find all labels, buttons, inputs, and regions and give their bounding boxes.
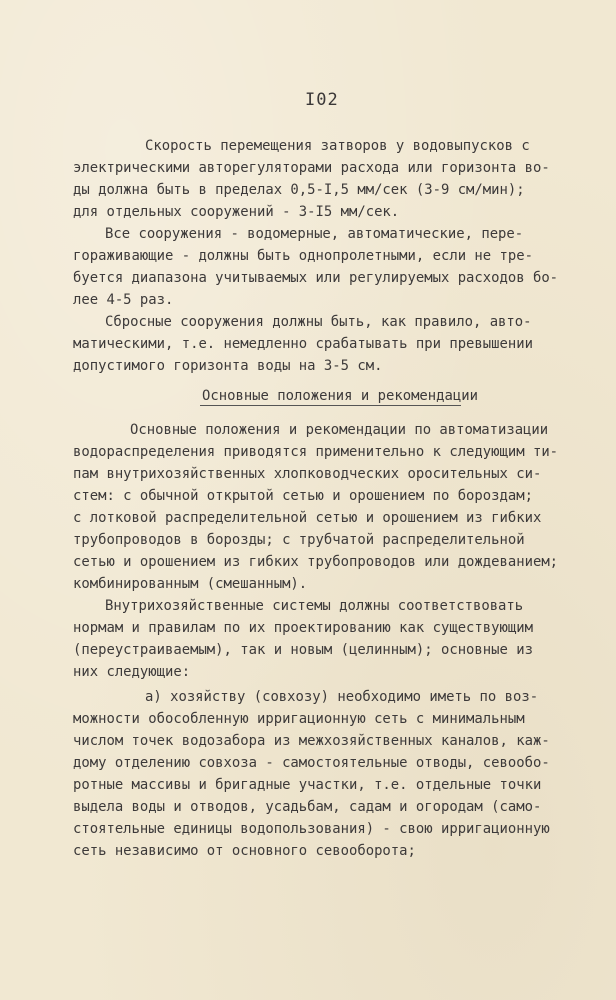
paragraph-4-line-6: трубопроводов в борозды; с трубчатой распределительной bbox=[73, 532, 525, 548]
paragraph-2-line-3: буется диапазона учитываемых или регулируемых расходов бо- bbox=[73, 270, 559, 286]
paragraph-5-line-3: (переустраиваемым), так и новым (целинным); основные из bbox=[73, 642, 533, 658]
paragraph-4-line-8: комбинированным (смешанным). bbox=[73, 576, 308, 592]
paragraph-6-line-4: дому отделению совхоза - самостоятельные отводы, севообо- bbox=[73, 755, 550, 771]
paragraph-4-line-4: стем: с обычной открытой сетью и орошением по бороздам; bbox=[73, 488, 533, 504]
paragraph-1-line-2: электрическими авторегуляторами расхода или горизонта во- bbox=[73, 160, 550, 176]
paragraph-3-line-1: Сбросные сооружения должны быть, как правило, авто- bbox=[105, 314, 532, 330]
paragraph-5-line-4: них следующие: bbox=[73, 664, 191, 680]
section-heading: Основные положения и рекомендации bbox=[202, 388, 478, 404]
paragraph-6-line-7: стоятельные единицы водопользования) - свою ирригационную bbox=[73, 821, 550, 837]
paragraph-5-line-1: Внутрихозяйственные системы должны соответствовать bbox=[105, 598, 524, 614]
section-heading-underline bbox=[200, 405, 461, 406]
paragraph-6-line-1: а) хозяйству (совхозу) необходимо иметь по воз- bbox=[145, 689, 539, 705]
paragraph-5-line-2: нормам и правилам по их проектированию как существующим bbox=[73, 620, 533, 636]
paragraph-3-line-3: допустимого горизонта воды на 3-5 см. bbox=[73, 358, 383, 374]
paragraph-6-line-2: можности обособленную ирригационную сеть с минимальным bbox=[73, 711, 525, 727]
paragraph-1-line-3: ды должна быть в пределах 0,5-I,5 мм/сек (3-9 см/мин); bbox=[73, 182, 525, 198]
paragraph-4-line-2: водораспределения приводятся применительно к следующим ти- bbox=[73, 444, 559, 460]
paragraph-6-line-6: выдела воды и отводов, усадьбам, садам и огородам (само- bbox=[73, 799, 542, 815]
paragraph-2-line-2: гораживающие - должны быть однопролетными, если не тре- bbox=[73, 248, 533, 264]
paragraph-4-line-3: пам внутрихозяйственных хлопководческих оросительных си- bbox=[73, 466, 542, 482]
paragraph-1-line-4: для отдельных сооружений - 3-I5 мм/сек. bbox=[73, 204, 400, 220]
paragraph-1-line-1: Скорость перемещения затворов у водовыпусков с bbox=[145, 138, 530, 154]
paragraph-4-line-1: Основные положения и рекомендации по автоматизации bbox=[130, 422, 549, 438]
paragraph-6-line-3: числом точек водозабора из межхозяйственных каналов, каж- bbox=[73, 733, 550, 749]
paragraph-6-line-5: ротные массивы и бригадные участки, т.е. отдельные точки bbox=[73, 777, 542, 793]
paragraph-4-line-5: с лотковой распределительной сетью и орошением из гибких bbox=[73, 510, 542, 526]
paragraph-4-line-7: сетью и орошением из гибких трубопроводов или дождеванием; bbox=[73, 554, 559, 570]
paragraph-2-line-1: Все сооружения - водомерные, автоматические, пере- bbox=[105, 226, 524, 242]
page-number: I02 bbox=[305, 90, 339, 110]
paragraph-3-line-2: матическими, т.е. немедленно срабатывать при превышении bbox=[73, 336, 533, 352]
paragraph-2-line-4: лее 4-5 раз. bbox=[73, 292, 174, 308]
paragraph-6-line-8: сеть независимо от основного севооборота; bbox=[73, 843, 416, 859]
